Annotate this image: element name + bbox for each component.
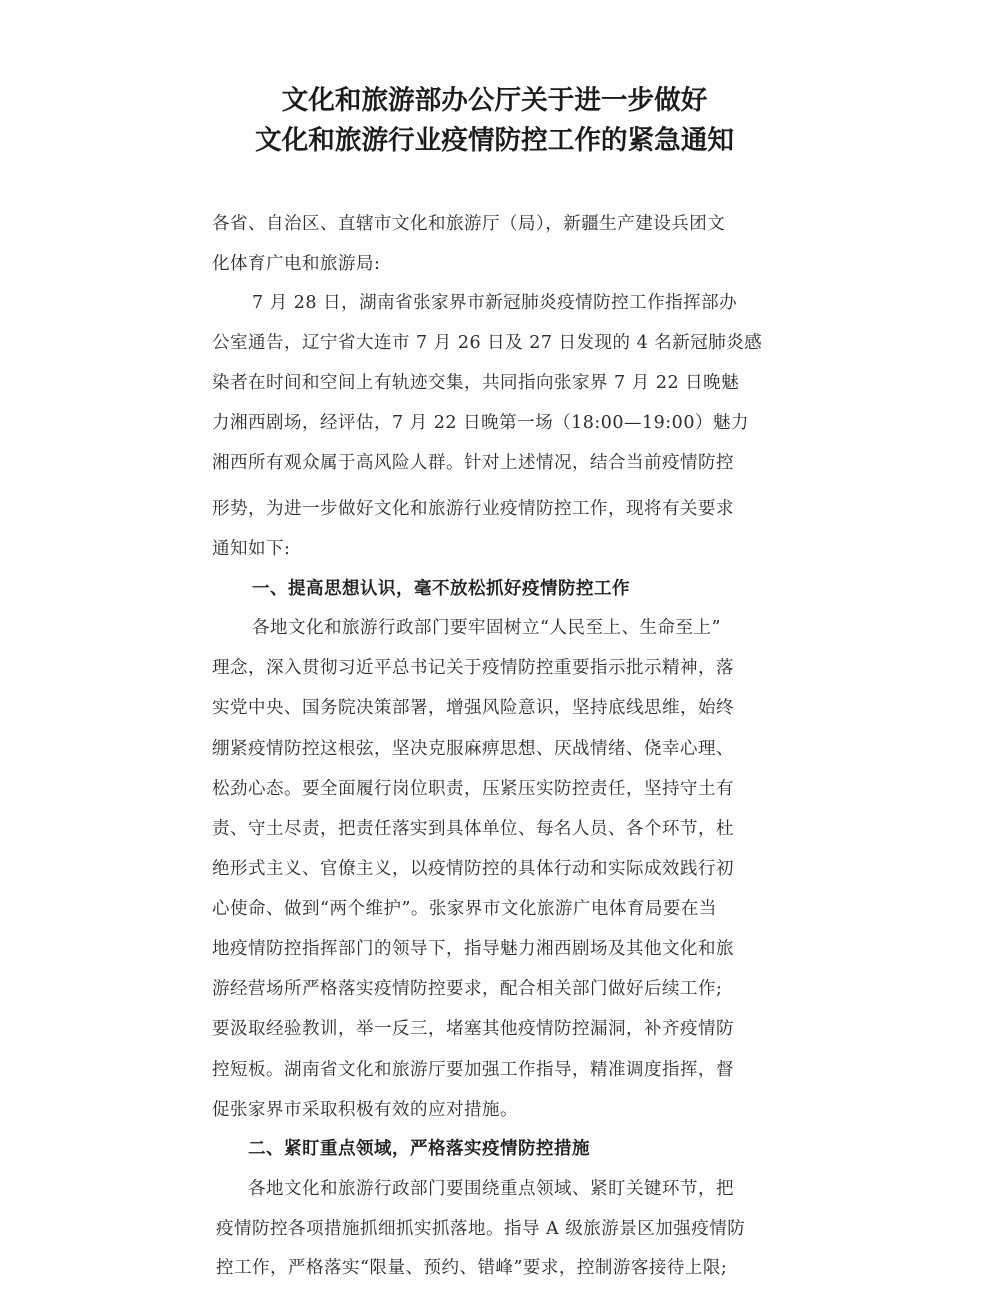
body-line: 湘西所有观众属于高风险人群。针对上述情况，结合当前疫情防控 — [212, 453, 734, 473]
body-line: 控短板。湖南省文化和旅游厅要加强工作指导，精准调度指挥，督 — [212, 1060, 734, 1080]
body-line: 疫情防控各项措施抓细抓实抓落地。指导 A 级旅游景区加强疫情防 — [216, 1219, 746, 1239]
body-line: 各地文化和旅游行政部门要围绕重点领域、紧盯关键环节，把 — [248, 1179, 734, 1199]
body-line: 实党中央、国务院决策部署，增强风险意识，坚持底线思维，始终 — [212, 698, 734, 718]
body-line: 游经营场所严格落实疫情防控要求，配合相关部门做好后续工作; — [212, 979, 723, 999]
body-line: 通知如下: — [212, 539, 291, 559]
body-line: 心使命、做到“两个维护”。张家界市文化旅游广电体育局要在当 — [212, 899, 717, 919]
body-line: 绷紧疫情防控这根弦，坚决克服麻痹思想、厌战情绪、侥幸心理、 — [212, 739, 734, 759]
body-line: 控工作，严格落实“限量、预约、错峰”要求，控制游客接待上限; — [216, 1258, 728, 1278]
body-line: 染者在时间和空间上有轨迹交集，共同指向张家界 7 月 22 日晚魅 — [212, 373, 740, 393]
body-line: 责、守土尽责，把责任落实到具体单位、每名人员、各个环节，杜 — [212, 819, 734, 839]
body-line: 形势，为进一步做好文化和旅游行业疫情防控工作，现将有关要求 — [212, 499, 734, 519]
body-line: 7 月 28 日，湖南省张家界市新冠肺炎疫情防控工作指挥部办 — [252, 293, 738, 313]
body-line: 力湘西剧场，经评估，7 月 22 日晚第一场（18:00—19:00）魅力 — [212, 413, 749, 433]
body-line: 各省、自治区、直辖市文化和旅游厅（局），新疆生产建设兵团文 — [212, 214, 726, 234]
body-line: 各地文化和旅游行政部门要牢固树立“人民至上、生命至上” — [252, 618, 721, 638]
document-title-line-1: 文化和旅游部办公厅关于进一步做好 — [281, 85, 708, 116]
body-line: 促张家界市采取积极有效的应对措施。 — [212, 1100, 518, 1120]
body-line: 要汲取经验教训，举一反三，堵塞其他疫情防控漏洞，补齐疫情防 — [212, 1019, 734, 1039]
body-line: 公室通告，辽宁省大连市 7 月 26 日及 27 日发现的 4 名新冠肺炎感 — [212, 333, 763, 353]
document-title-line-2: 文化和旅游行业疫情防控工作的紧急通知 — [255, 125, 734, 156]
body-line: 绝形式主义、官僚主义，以疫情防控的具体行动和实际成效践行初 — [212, 859, 734, 879]
body-line: 化体育广电和旅游局: — [212, 254, 381, 274]
body-line: 松劲心态。要全面履行岗位职责，压紧压实防控责任，坚持守土有 — [212, 779, 734, 799]
section-heading-2: 二、紧盯重点领域，严格落实疫情防控措施 — [248, 1139, 590, 1159]
section-heading-1: 一、提高思想认识，毫不放松抓好疫情防控工作 — [252, 579, 630, 599]
body-line: 地疫情防控指挥部门的领导下，指导魅力湘西剧场及其他文化和旅 — [212, 939, 734, 959]
body-line: 理念，深入贯彻习近平总书记关于疫情防控重要指示批示精神，落 — [212, 658, 734, 678]
